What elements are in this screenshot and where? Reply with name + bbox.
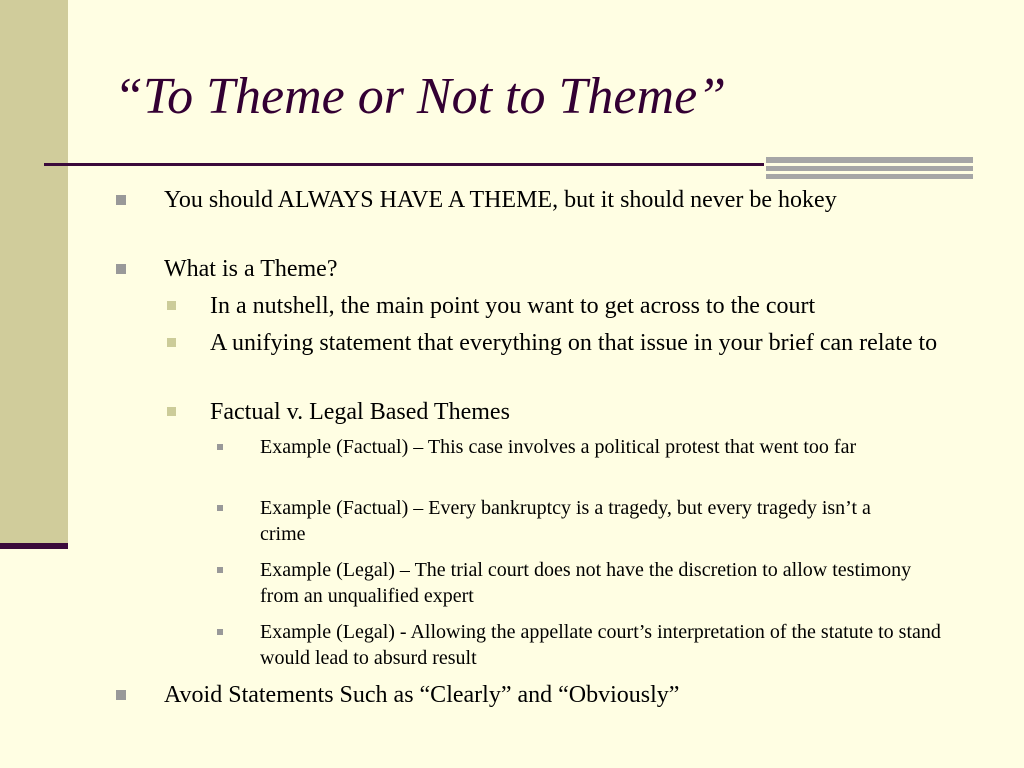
square-bullet-icon: [116, 690, 126, 700]
square-bullet-icon: [116, 195, 126, 205]
list-item: [164, 185, 954, 215]
list-item: [164, 254, 954, 284]
square-bullet-icon: [167, 338, 176, 347]
square-bullet-icon: [217, 629, 223, 635]
square-bullet-icon: [167, 301, 176, 310]
list-item-text: Example (Legal) – The trial court does not have the discretion to allow testimony from an unqualified expert: [260, 559, 912, 607]
list-item-text: Avoid Statements Such as “Clearly” and “Obviously”: [164, 682, 680, 708]
list-item-text: Factual v. Legal Based Themes: [210, 399, 510, 425]
list-item: [260, 619, 960, 671]
list-item: [260, 434, 970, 460]
list-item: [210, 397, 950, 427]
square-bullet-icon: [217, 567, 223, 573]
list-item: [260, 495, 920, 547]
list-item-text: Example (Factual) – This case involves a political protest that went too far: [260, 436, 857, 458]
square-bullet-icon: [116, 264, 126, 274]
list-item: [260, 557, 950, 609]
list-item-text: Example (Factual) – Every bankruptcy is a tragedy, but every tragedy isn’t a crime: [260, 497, 871, 545]
list-item: [210, 291, 970, 321]
list-item-text: In a nutshell, the main point you want to get across to the court: [210, 293, 816, 319]
slide-title: “To Theme or Not to Theme”: [114, 68, 727, 125]
square-bullet-icon: [167, 407, 176, 416]
list-item-text: What is a Theme?: [164, 256, 338, 282]
list-item-text: Example (Legal) - Allowing the appellate court’s interpretation of the statute to stand would lead to absurd result: [260, 621, 941, 669]
square-bullet-icon: [217, 505, 223, 511]
list-item: [210, 328, 950, 358]
square-bullet-icon: [217, 444, 223, 450]
list-item: [164, 680, 954, 710]
list-item-text: You should ALWAYS HAVE A THEME, but it should never be hokey: [164, 187, 837, 213]
list-item-text: A unifying statement that everything on that issue in your brief can relate to: [210, 330, 938, 356]
